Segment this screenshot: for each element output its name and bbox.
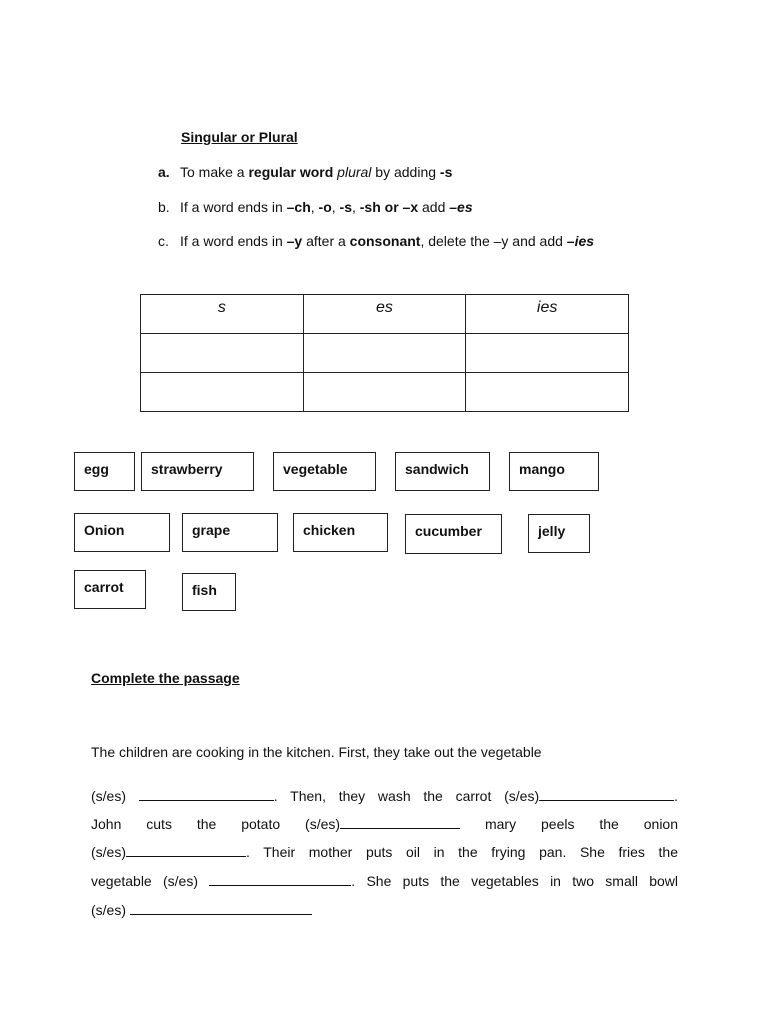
passage-title: Complete the passage	[91, 670, 240, 686]
passage-line	[91, 844, 678, 860]
word-card-strawberry[interactable]: strawberry	[141, 452, 254, 491]
table-cell[interactable]	[303, 373, 466, 412]
rule-segment: after a	[302, 233, 350, 249]
answer-blank[interactable]	[139, 788, 274, 801]
rule-segment: add	[418, 199, 450, 215]
passage-text: . Then, they wash the carrot (s/es)	[273, 788, 540, 804]
rule-segment: If a word ends in	[180, 233, 287, 249]
rule-segment: ,	[310, 199, 319, 215]
rule-segment: If a word ends in	[180, 199, 287, 215]
rule-segment: plural	[337, 164, 372, 180]
table-row	[141, 334, 629, 373]
passage-text: John cuts the potato (s/es)	[91, 816, 341, 832]
word-card-chicken[interactable]: chicken	[293, 513, 388, 552]
rule-text	[180, 164, 452, 180]
rule-segment: consonant	[349, 233, 421, 249]
word-card-mango[interactable]: mango	[509, 452, 599, 491]
rule-letter: b.	[158, 199, 170, 215]
header-ies: ies	[466, 295, 629, 334]
table-cell[interactable]	[141, 334, 304, 373]
answer-blank[interactable]	[126, 844, 246, 857]
rule-segment: -s	[339, 199, 352, 215]
rule-segment: –y	[286, 233, 303, 249]
rule-text	[180, 233, 594, 249]
word-card-fish[interactable]: fish	[182, 573, 236, 611]
table-cell[interactable]	[141, 373, 304, 412]
passage-text: (s/es)	[91, 844, 126, 860]
table-cell[interactable]	[466, 373, 629, 412]
rule-segment: -s	[439, 164, 453, 180]
rule-segment: ,	[331, 199, 340, 215]
word-card-sandwich[interactable]: sandwich	[395, 452, 490, 491]
rule-segment: -o	[318, 199, 332, 215]
answer-blank[interactable]	[130, 902, 312, 915]
passage-line	[91, 788, 678, 804]
passage-line	[91, 873, 678, 889]
table-cell[interactable]	[303, 334, 466, 373]
passage-text: vegetable (s/es)	[91, 873, 198, 889]
word-card-jelly[interactable]: jelly	[528, 514, 590, 553]
header-s: s	[141, 295, 304, 334]
passage-text: (s/es)	[91, 902, 126, 918]
rule-segment: –ies	[566, 233, 595, 249]
rule-c	[158, 233, 594, 249]
word-card-grape[interactable]: grape	[182, 513, 278, 552]
passage-text: mary peels the onion	[484, 816, 679, 832]
table-cell[interactable]	[466, 334, 629, 373]
rule-segment: –es	[449, 199, 473, 215]
passage-line: The children are cooking in the kitchen. First, they take out the vegetable	[91, 744, 542, 760]
table-row	[141, 373, 629, 412]
answer-blank[interactable]	[340, 816, 460, 829]
rule-text	[180, 199, 473, 215]
worksheet-title: Singular or Plural	[181, 129, 298, 145]
table-header-row	[141, 295, 629, 334]
rule-segment: by adding	[371, 164, 440, 180]
rule-segment: regular word	[248, 164, 334, 180]
word-card-carrot[interactable]: carrot	[74, 570, 146, 609]
sorting-table	[140, 294, 629, 412]
rule-segment: , delete the –y and add	[420, 233, 567, 249]
passage-line	[91, 902, 678, 918]
rule-segment: –ch	[286, 199, 311, 215]
rule-segment: To make a	[180, 164, 249, 180]
word-card-egg[interactable]: egg	[74, 452, 135, 491]
rule-letter: c.	[158, 233, 169, 249]
rule-segment: ,	[351, 199, 360, 215]
passage-text: .	[674, 788, 679, 804]
answer-blank[interactable]	[209, 873, 351, 886]
word-card-cucumber[interactable]: cucumber	[405, 514, 502, 554]
rule-b	[158, 199, 473, 215]
rule-segment: -sh or –x	[359, 199, 419, 215]
passage-text: . She puts the vegetables in two small bowl	[351, 873, 679, 889]
passage-line	[91, 816, 678, 832]
rule-letter: a.	[158, 164, 170, 180]
passage-text: (s/es)	[91, 788, 126, 804]
word-card-vegetable[interactable]: vegetable	[273, 452, 376, 491]
header-es: es	[303, 295, 466, 334]
word-card-onion[interactable]: Onion	[74, 513, 170, 552]
passage-text: . Their mother puts oil in the frying pan. She fries the	[246, 844, 678, 860]
rule-a	[158, 164, 452, 180]
answer-blank[interactable]	[539, 788, 674, 801]
